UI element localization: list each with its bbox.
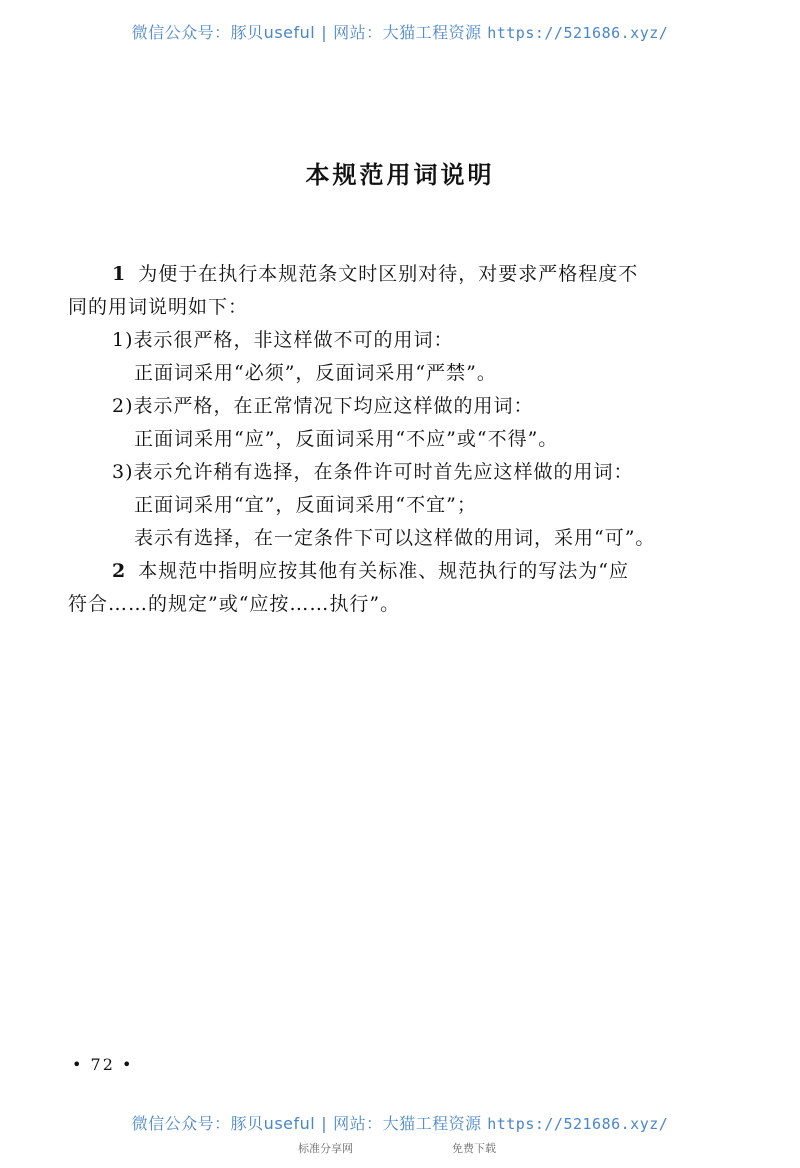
watermark-wechat: 微信公众号：豚贝useful: [131, 23, 316, 42]
item-2-label: 2)表示严格，在正常情况下均应这样做的用词：: [112, 395, 534, 417]
watermark-site: 网站：大猫工程资源: [333, 23, 482, 42]
footer-watermark-url-link[interactable]: https://521686.xyz/: [487, 1115, 669, 1133]
watermark-url-link[interactable]: https://521686.xyz/: [487, 24, 669, 42]
page-title: 本规范用词说明: [305, 160, 495, 189]
footer-watermark-separator: |: [321, 1114, 328, 1133]
clause-2-line-1: [68, 555, 730, 588]
item-3-sub-1: 正面词采用“宜”，反面词采用“不宜”；: [134, 494, 477, 516]
document-body: [68, 258, 730, 621]
item-3-sub-2: 表示有选择，在一定条件下可以这样做的用词，采用“可”。: [134, 527, 656, 549]
header-watermark: [0, 20, 800, 43]
footer-right-label: 免费下载: [452, 1142, 496, 1155]
footer-watermark: [0, 1111, 800, 1134]
item-1-sub-1: 正面词采用“必须”，反面词采用“严禁”。: [134, 362, 497, 384]
footer-left-label: 标准分享网: [298, 1142, 353, 1155]
clause-1-number: 1: [112, 263, 127, 285]
item-2-sub-1: 正面词采用“应”，反面词采用“不应”或“不得”。: [134, 428, 559, 450]
clause-2-number: 2: [112, 560, 127, 582]
clause-1-line-2: 同的用词说明如下：: [68, 296, 249, 318]
item-1-label: 1)表示很严格，非这样做不可的用词：: [112, 329, 454, 351]
item-3-label: 3)表示允许稍有选择，在条件许可时首先应这样做的用词：: [112, 461, 634, 483]
clause-2-text: 本规范中指明应按其他有关标准、规范执行的写法为“应: [138, 560, 629, 582]
watermark-separator: |: [321, 23, 328, 42]
footer-watermark-site: 网站：大猫工程资源: [333, 1114, 482, 1133]
clause-2-line-2: 符合……的规定”或“应按……执行”。: [68, 593, 401, 615]
clause-1-line-1: [68, 258, 730, 291]
footer-watermark-wechat: 微信公众号：豚贝useful: [131, 1114, 316, 1133]
clause-1-text: 为便于在执行本规范条文时区别对待，对要求严格程度不: [138, 263, 639, 285]
page-number: • 72 •: [72, 1055, 134, 1074]
